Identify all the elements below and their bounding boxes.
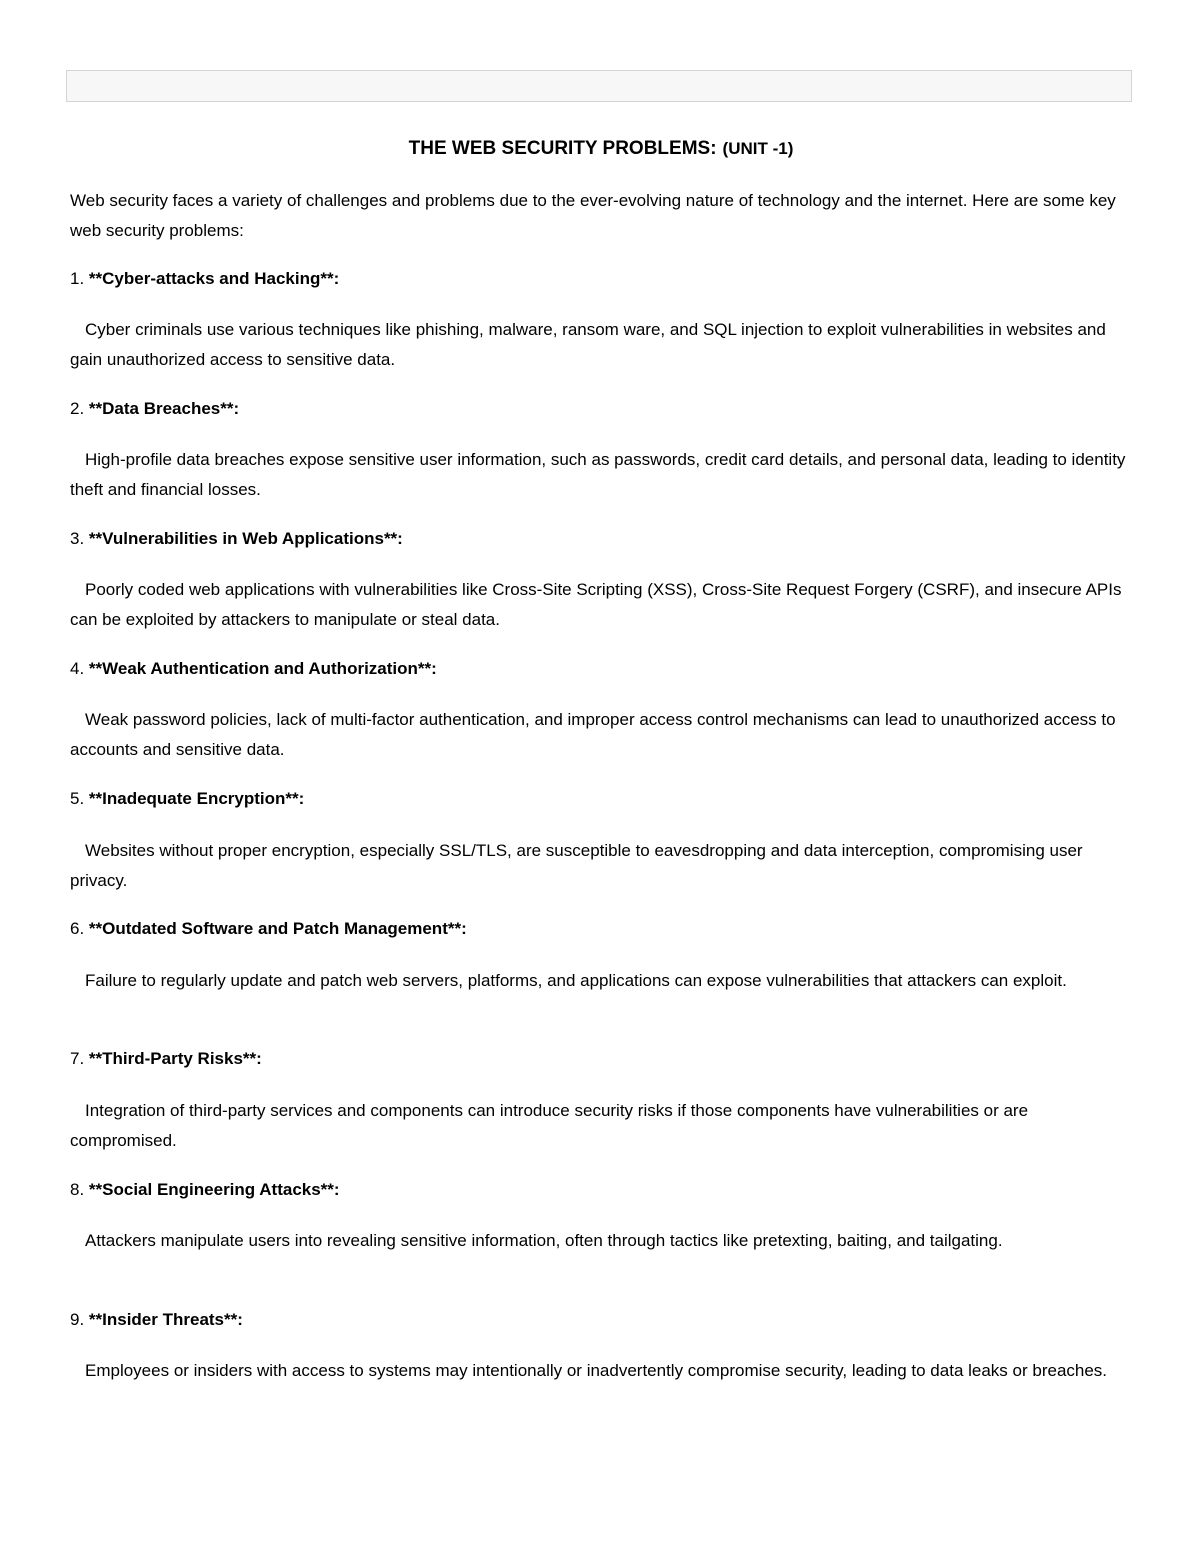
section-number: 6. [70, 919, 89, 938]
intro-paragraph: Web security faces a variety of challenges and problems due to the ever-evolving nature of technology and the internet. Here are some key web security problems: [70, 191, 1116, 240]
section-label: **Third-Party Risks**: [88, 1049, 262, 1068]
section-number: 5. [70, 789, 89, 808]
section-label: **Insider Threats**: [88, 1310, 243, 1329]
section-body-5: Websites without proper encryption, especially SSL/TLS, are susceptible to eavesdropping and data interception, compromising user privacy. [70, 841, 1083, 890]
section-number: 2. [70, 399, 89, 418]
section-number: 8. [70, 1180, 89, 1199]
section-number: 9. [70, 1310, 89, 1329]
section-label: **Outdated Software and Patch Management**: [88, 919, 467, 938]
section-number: 4. [70, 659, 89, 678]
section-body-6: Failure to regularly update and patch web servers, platforms, and applications can expose vulnerabilities that attackers can exploit. [85, 971, 1067, 990]
page-title [70, 138, 1132, 160]
section-label: **Cyber-attacks and Hacking**: [88, 269, 340, 288]
section-heading-3 [70, 528, 1132, 550]
section-heading-7 [70, 1048, 1132, 1070]
section-heading-9 [70, 1309, 1132, 1331]
title-text: THE WEB SECURITY PROBLEMS: [408, 138, 717, 159]
section-body-8: Attackers manipulate users into revealing sensitive information, often through tactics like pretexting, baiting, and tailgating. [85, 1231, 1003, 1250]
section-body-4: Weak password policies, lack of multi-factor authentication, and improper access control mechanisms can lead to unauthorized access to accounts and sensitive data. [70, 710, 1116, 759]
section-heading-6 [70, 918, 1132, 940]
section-label: **Weak Authentication and Authorization**: [88, 659, 437, 678]
section-number: 7. [70, 1049, 89, 1068]
section-heading-5 [70, 788, 1132, 810]
section-heading-2 [70, 398, 1132, 420]
section-heading-1 [70, 268, 1132, 290]
section-body-7: Integration of third-party services and components can introduce security risks if those components have vulnerabilities or are compromised. [70, 1101, 1029, 1150]
section-heading-8 [70, 1179, 1132, 1201]
section-label: **Social Engineering Attacks**: [88, 1180, 340, 1199]
section-body-2: High-profile data breaches expose sensitive user information, such as passwords, credit card details, and personal data, leading to identity theft and financial losses. [70, 450, 1126, 499]
section-number: 3. [70, 529, 89, 548]
section-heading-4 [70, 658, 1132, 680]
section-label: **Inadequate Encryption**: [88, 789, 305, 808]
unit-label: (UNIT -1) [722, 139, 794, 158]
section-body-9: Employees or insiders with access to systems may intentionally or inadvertently compromise security, leading to data leaks or breaches. [85, 1361, 1108, 1380]
section-body-3: Poorly coded web applications with vulnerabilities like Cross-Site Scripting (XSS), Cross-Site Request Forgery (CSRF), and insecure APIs can be exploited by attackers to manipulate or steal data. [70, 580, 1122, 629]
section-number: 1. [70, 269, 89, 288]
section-label: **Data Breaches**: [88, 399, 240, 418]
header-box [66, 70, 1132, 102]
section-body-1: Cyber criminals use various techniques like phishing, malware, ransom ware, and SQL injection to exploit vulnerabilities in websites and gain unauthorized access to sensitive data. [70, 320, 1106, 369]
section-label: **Vulnerabilities in Web Applications**: [88, 529, 403, 548]
